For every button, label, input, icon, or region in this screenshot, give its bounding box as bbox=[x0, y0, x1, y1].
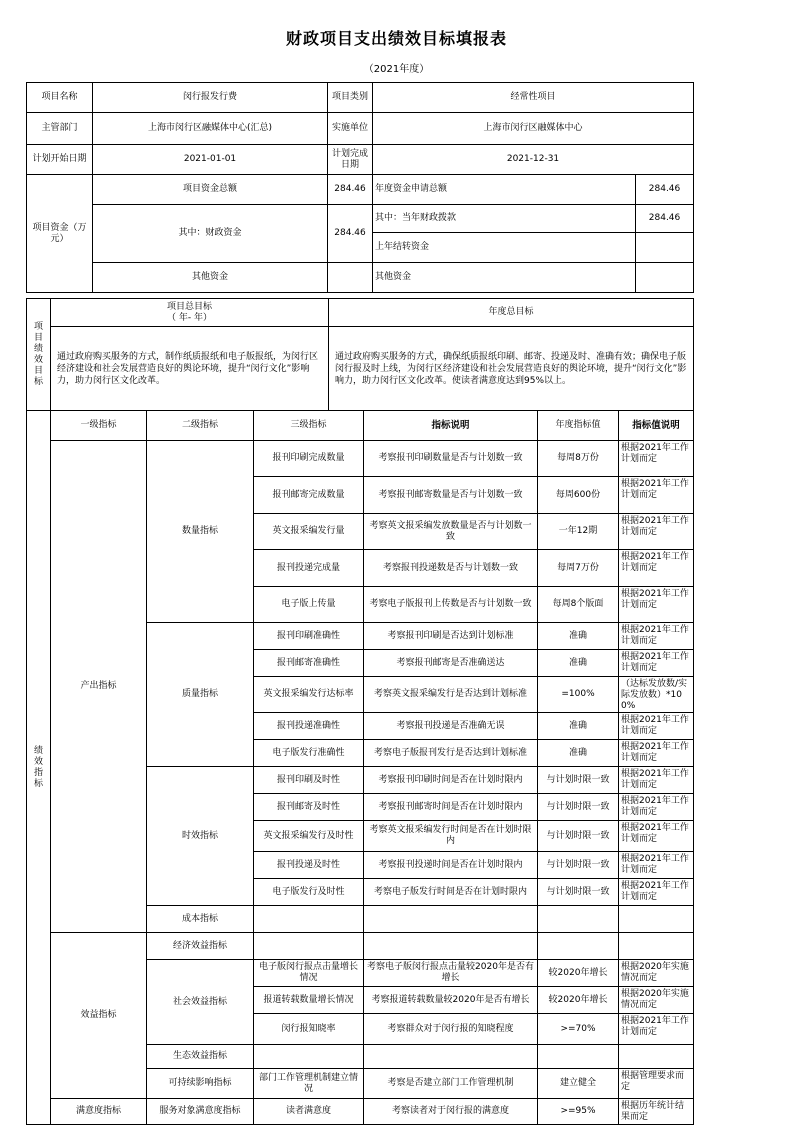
project-type-value: 经常性项目 bbox=[373, 83, 694, 113]
overall-goal-header bbox=[51, 299, 329, 327]
row-note: 根据2021年工作计划而定 bbox=[619, 740, 694, 767]
social-indicator-label: 社会效益指标 bbox=[147, 960, 254, 1045]
row-note: 根据2021年工作计划而定 bbox=[619, 713, 694, 740]
row-name: 报刊邮寄完成数量 bbox=[254, 477, 364, 514]
row-name: 电子版闵行报点击量增长情况 bbox=[254, 960, 364, 987]
row-note: 根据2021年工作计划而定 bbox=[619, 821, 694, 852]
row-value: 较2020年增长 bbox=[538, 987, 619, 1014]
row-note: 根据管理要求而定 bbox=[619, 1069, 694, 1099]
row-value: 准确 bbox=[538, 740, 619, 767]
project-name-value: 闵行报发行费 bbox=[93, 83, 328, 113]
economic-name bbox=[254, 933, 364, 960]
economic-indicator-label: 经济效益指标 bbox=[147, 933, 254, 960]
funds-carryover-label: 上年结转资金 bbox=[373, 233, 636, 263]
goals-table bbox=[26, 298, 694, 411]
row-desc: 考察英文报采编发行时间是否在计划时限内 bbox=[364, 821, 538, 852]
row-note: 根据2021年工作计划而定 bbox=[619, 767, 694, 794]
row-name: 闵行报知晓率 bbox=[254, 1014, 364, 1045]
row-note: 根据2021年工作计划而定 bbox=[619, 794, 694, 821]
row-note: 根据2021年工作计划而定 bbox=[619, 514, 694, 550]
row-desc: 考察报刊印刷是否达到计划标准 bbox=[364, 623, 538, 650]
ecological-name bbox=[254, 1045, 364, 1069]
row-value: 每周8万份 bbox=[538, 441, 619, 477]
row-name: 英文报采编发行量 bbox=[254, 514, 364, 550]
header-level1: 一级指标 bbox=[51, 411, 147, 441]
quantity-indicator-label: 数量指标 bbox=[147, 441, 254, 623]
impl-value: 上海市闵行区融媒体中心 bbox=[373, 113, 694, 145]
annual-goal-text: 通过政府购买服务的方式，确保纸质报纸印刷、邮寄、投递及时、准确有效；确保电子版闵行报及时上线，为闵行区经济建设和社会发展营造良好的舆论环境，提升“闵行文化”影响力，助力闵行区文化改革。使读者满意度达到95%以上。 bbox=[329, 327, 694, 411]
header-value-note: 指标值说明 bbox=[619, 411, 694, 441]
funds-fiscal-label: 其中：财政资金 bbox=[93, 205, 328, 263]
economic-desc bbox=[364, 933, 538, 960]
economic-note bbox=[619, 933, 694, 960]
row-note: 根据2021年工作计划而定 bbox=[619, 879, 694, 906]
row-value: >=70% bbox=[538, 1014, 619, 1045]
dept-label: 主管部门 bbox=[27, 113, 93, 145]
funds-total-value: 284.46 bbox=[328, 175, 373, 205]
form-title: 财政项目支出绩效目标填报表 bbox=[285, 29, 507, 48]
annual-goal-header: 年度总目标 bbox=[329, 299, 694, 327]
row-name: 读者满意度 bbox=[254, 1099, 364, 1125]
row-name: 报刊印刷准确性 bbox=[254, 623, 364, 650]
row-note: 根据2020年实施情况而定 bbox=[619, 987, 694, 1014]
row-desc: 考察英文报采编发放数量是否与计划数一致 bbox=[364, 514, 538, 550]
goals-label: 项目绩效目标 bbox=[27, 299, 51, 411]
row-value: 准确 bbox=[538, 623, 619, 650]
row-desc: 考察电子版报刊发行是否达到计划标准 bbox=[364, 740, 538, 767]
row-value: 每周600份 bbox=[538, 477, 619, 514]
row-note: 根据2021年工作计划而定 bbox=[619, 587, 694, 623]
row-note: 根据2021年工作计划而定 bbox=[619, 852, 694, 879]
row-name: 电子版发行及时性 bbox=[254, 879, 364, 906]
row-note: （达标发放数/实际发放数）*100% bbox=[619, 677, 694, 713]
quality-indicator-label: 质量指标 bbox=[147, 623, 254, 767]
ecological-note bbox=[619, 1045, 694, 1069]
funds-total-label: 项目资金总额 bbox=[93, 175, 328, 205]
output-indicator-label: 产出指标 bbox=[51, 441, 147, 933]
row-name: 报刊邮寄及时性 bbox=[254, 794, 364, 821]
row-note: 根据2020年实施情况而定 bbox=[619, 960, 694, 987]
row-name: 英文报采编发行达标率 bbox=[254, 677, 364, 713]
row-value: 准确 bbox=[538, 713, 619, 740]
ecological-desc bbox=[364, 1045, 538, 1069]
row-value: 每周8个版面 bbox=[538, 587, 619, 623]
benefit-indicator-label: 效益指标 bbox=[51, 933, 147, 1099]
funds-label: 项目资金（万元） bbox=[27, 175, 93, 293]
funds-carryover-value bbox=[636, 233, 694, 263]
row-value: 一年12期 bbox=[538, 514, 619, 550]
row-name: 报刊印刷完成数量 bbox=[254, 441, 364, 477]
row-desc: 考察读者对于闵行报的满意度 bbox=[364, 1099, 538, 1125]
row-note: 根据2021年工作计划而定 bbox=[619, 550, 694, 587]
funds-other-label: 其他资金 bbox=[93, 263, 328, 293]
row-name: 报刊投递及时性 bbox=[254, 852, 364, 879]
cost-value bbox=[538, 906, 619, 933]
header-annual-value: 年度指标值 bbox=[538, 411, 619, 441]
row-name: 报刊投递完成量 bbox=[254, 550, 364, 587]
end-date-value: 2021-12-31 bbox=[373, 145, 694, 175]
row-name: 部门工作管理机制建立情况 bbox=[254, 1069, 364, 1099]
satisfaction-indicator-label: 满意度指标 bbox=[51, 1099, 147, 1125]
row-name: 报道转载数量增长情况 bbox=[254, 987, 364, 1014]
row-value: 与计划时限一致 bbox=[538, 852, 619, 879]
ecological-indicator-label: 生态效益指标 bbox=[147, 1045, 254, 1069]
overall-goal-period: （ 年- 年） bbox=[167, 312, 212, 323]
row-desc: 考察报刊投递时间是否在计划时限内 bbox=[364, 852, 538, 879]
row-desc: 考察报刊邮寄是否准确送达 bbox=[364, 650, 538, 677]
cost-desc bbox=[364, 906, 538, 933]
cost-note bbox=[619, 906, 694, 933]
row-note: 根据2021年工作计划而定 bbox=[619, 477, 694, 514]
row-name: 报刊投递准确性 bbox=[254, 713, 364, 740]
funds-fiscal-value: 284.46 bbox=[328, 205, 373, 263]
economic-value bbox=[538, 933, 619, 960]
service-indicator-label: 服务对象满意度指标 bbox=[147, 1099, 254, 1125]
funds-annual-value: 284.46 bbox=[636, 175, 694, 205]
row-note: 根据2021年工作计划而定 bbox=[619, 441, 694, 477]
row-value: 与计划时限一致 bbox=[538, 879, 619, 906]
row-desc: 考察群众对于闵行报的知晓程度 bbox=[364, 1014, 538, 1045]
timeliness-indicator-label: 时效指标 bbox=[147, 767, 254, 906]
row-desc: 考察报刊邮寄时间是否在计划时限内 bbox=[364, 794, 538, 821]
project-info-table bbox=[26, 82, 694, 293]
form-year: （2021年度） bbox=[363, 64, 430, 75]
cost-indicator-label: 成本指标 bbox=[147, 906, 254, 933]
overall-goal-label: 项目总目标 bbox=[166, 301, 212, 312]
row-desc: 考察报刊印刷时间是否在计划时限内 bbox=[364, 767, 538, 794]
ecological-value bbox=[538, 1045, 619, 1069]
row-value: 较2020年增长 bbox=[538, 960, 619, 987]
row-note: 根据2021年工作计划而定 bbox=[619, 623, 694, 650]
funds-other-label-2: 其他资金 bbox=[373, 263, 636, 293]
row-name: 英文报采编发行及时性 bbox=[254, 821, 364, 852]
project-type-label: 项目类别 bbox=[328, 83, 373, 113]
row-note: 根据2021年工作计划而定 bbox=[619, 1014, 694, 1045]
project-name-label: 项目名称 bbox=[27, 83, 93, 113]
row-name: 电子版上传量 bbox=[254, 587, 364, 623]
row-desc: 考察电子版闵行报点击量较2020年是否有增长 bbox=[364, 960, 538, 987]
row-desc: 考察报刊邮寄数量是否与计划数一致 bbox=[364, 477, 538, 514]
row-value: 准确 bbox=[538, 650, 619, 677]
row-value: 与计划时限一致 bbox=[538, 767, 619, 794]
row-name: 报刊邮寄准确性 bbox=[254, 650, 364, 677]
funds-other-value bbox=[328, 263, 373, 293]
row-desc: 考察是否建立部门工作管理机制 bbox=[364, 1069, 538, 1099]
row-value: >=95% bbox=[538, 1099, 619, 1125]
header-level2: 二级指标 bbox=[147, 411, 254, 441]
sustainable-indicator-label: 可持续影响指标 bbox=[147, 1069, 254, 1099]
impl-label: 实施单位 bbox=[328, 113, 373, 145]
row-desc: 考察报刊投递数是否与计划数一致 bbox=[364, 550, 538, 587]
row-desc: 考察报刊投递是否准确无误 bbox=[364, 713, 538, 740]
start-date-value: 2021-01-01 bbox=[93, 145, 328, 175]
row-value: 建立健全 bbox=[538, 1069, 619, 1099]
funds-other-value-2 bbox=[636, 263, 694, 293]
end-date-label: 计划完成日期 bbox=[328, 145, 373, 175]
header-level3: 三级指标 bbox=[254, 411, 364, 441]
indicators-section-label: 绩效指标 bbox=[27, 411, 51, 1125]
row-name: 电子版发行准确性 bbox=[254, 740, 364, 767]
row-value: 与计划时限一致 bbox=[538, 794, 619, 821]
row-value: =100% bbox=[538, 677, 619, 713]
start-date-label: 计划开始日期 bbox=[27, 145, 93, 175]
row-desc: 考察电子版报刊上传数是否与计划数一致 bbox=[364, 587, 538, 623]
dept-value: 上海市闵行区融媒体中心(汇总) bbox=[93, 113, 328, 145]
overall-goal-text: 通过政府购买服务的方式，制作纸质报纸和电子版报纸，为闵行区经济建设和社会发展营造良好的舆论环境，提升“闵行文化”影响力，助力闵行区文化改革。 bbox=[51, 327, 329, 411]
row-desc: 考察报道转载数量较2020年是否有增长 bbox=[364, 987, 538, 1014]
cost-name bbox=[254, 906, 364, 933]
row-note: 根据2021年工作计划而定 bbox=[619, 650, 694, 677]
row-value: 每周7万份 bbox=[538, 550, 619, 587]
row-desc: 考察电子版发行时间是否在计划时限内 bbox=[364, 879, 538, 906]
funds-current-value: 284.46 bbox=[636, 205, 694, 233]
funds-annual-label: 年度资金申请总额 bbox=[373, 175, 636, 205]
indicator-table bbox=[26, 410, 694, 1125]
row-value: 与计划时限一致 bbox=[538, 821, 619, 852]
row-note: 根据历年统计结果而定 bbox=[619, 1099, 694, 1125]
row-desc: 考察报刊印刷数量是否与计划数一致 bbox=[364, 441, 538, 477]
row-name: 报刊印刷及时性 bbox=[254, 767, 364, 794]
funds-current-label: 其中：当年财政拨款 bbox=[373, 205, 636, 233]
row-desc: 考察英文报采编发行是否达到计划标准 bbox=[364, 677, 538, 713]
header-description: 指标说明 bbox=[364, 411, 538, 441]
